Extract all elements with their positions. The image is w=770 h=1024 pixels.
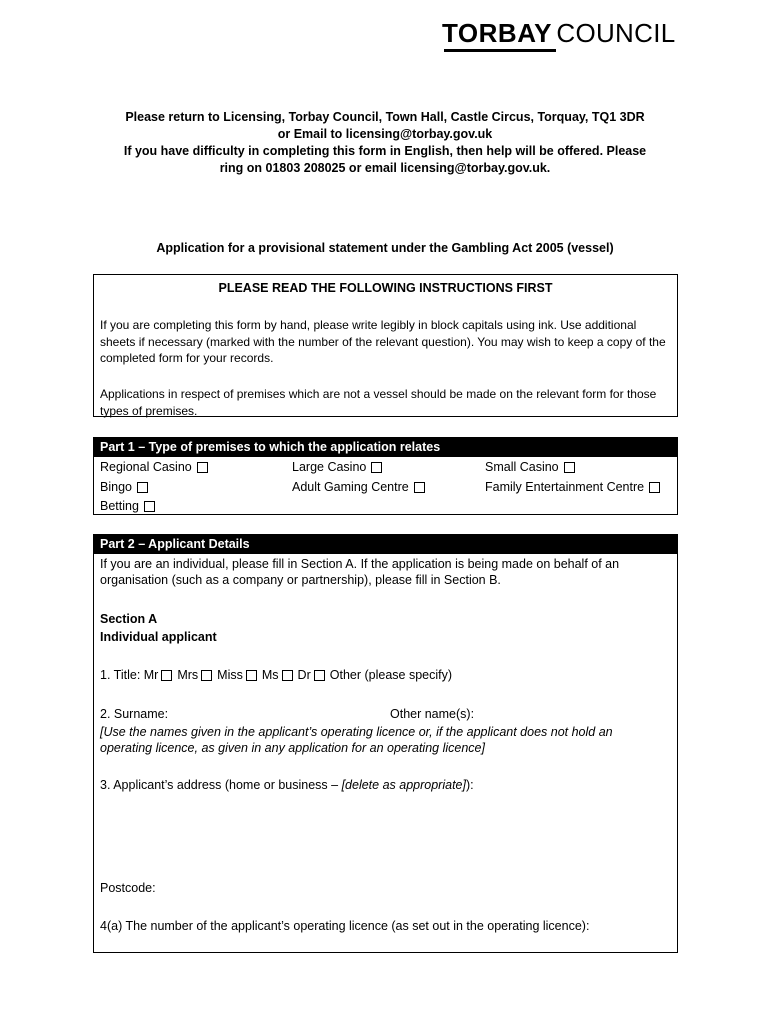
logo-torbay: TORBAY — [442, 18, 552, 48]
return-line-1: Please return to Licensing, Torbay Council, Town Hall, Castle Circus, Torquay, TQ1 3DR — [125, 110, 645, 124]
option-small-casino — [485, 460, 575, 474]
regional-casino-checkbox[interactable] — [197, 462, 208, 473]
instructions-heading: PLEASE READ THE FOLLOWING INSTRUCTIONS FIRST — [218, 281, 553, 295]
option-family-entertainment-centre — [485, 480, 660, 494]
option-bingo — [100, 480, 148, 494]
title-dr-label: Dr — [297, 668, 311, 682]
names-note-line-1: [Use the names given in the applicant’s operating licence or, if the applicant does not hold an — [100, 725, 613, 739]
bingo-checkbox[interactable] — [137, 482, 148, 493]
part1-header: Part 1 – Type of premises to which the application relates — [94, 438, 677, 457]
torbay-council-logo — [440, 14, 680, 56]
part2-intro-line-1: If you are an individual, please fill in Section A. If the application is being made on behalf of an — [100, 557, 620, 571]
part2-applicant-details — [93, 534, 678, 953]
section-a-heading: Section A — [100, 612, 158, 626]
title-mr-checkbox[interactable] — [161, 670, 172, 681]
logo-council: COUNCIL — [556, 18, 676, 48]
address-label-delete-note: [delete as appropriate] — [341, 778, 466, 792]
large-casino-checkbox[interactable] — [371, 462, 382, 473]
title-ms-checkbox[interactable] — [282, 670, 293, 681]
betting-label: Betting — [100, 499, 139, 513]
option-betting — [100, 499, 155, 513]
family-entertainment-centre-checkbox[interactable] — [649, 482, 660, 493]
surname-label: 2. Surname: — [100, 707, 169, 721]
title-other-label: Other (please specify) — [329, 668, 453, 682]
part2-header: Part 2 – Applicant Details — [94, 535, 677, 554]
title-mr-label: 1. Title: Mr — [100, 668, 159, 682]
names-note-line-2: operating licence, as given in any application for an operating licence] — [100, 741, 485, 755]
title-mrs-label: Mrs — [177, 668, 199, 682]
applicant-address-label — [100, 777, 474, 794]
logo-underline — [444, 49, 556, 52]
small-casino-label: Small Casino — [485, 460, 559, 474]
address-label-end: ): — [465, 778, 474, 792]
family-entertainment-centre-label: Family Entertainment Centre — [485, 480, 645, 494]
small-casino-checkbox[interactable] — [564, 462, 575, 473]
title-options — [100, 667, 452, 684]
instructions-paragraph-2: Applications in respect of premises which are not a vessel should be made on the relevant form for those types of premises. — [100, 387, 657, 418]
large-casino-label: Large Casino — [292, 460, 367, 474]
return-line-4: ring on 01803 208025 or email licensing@torbay.gov.uk. — [219, 161, 551, 175]
operating-licence-number-label: 4(a) The number of the applicant’s operating licence (as set out in the operating licence): — [100, 919, 590, 933]
option-large-casino — [292, 460, 382, 474]
option-adult-gaming-centre — [292, 480, 425, 494]
title-miss-checkbox[interactable] — [246, 670, 257, 681]
adult-gaming-centre-label: Adult Gaming Centre — [292, 480, 409, 494]
betting-checkbox[interactable] — [144, 501, 155, 512]
title-miss-label: Miss — [217, 668, 243, 682]
individual-applicant-heading: Individual applicant — [100, 630, 217, 644]
postcode-label: Postcode: — [100, 881, 156, 895]
other-names-label: Other name(s): — [390, 707, 475, 721]
title-mrs-checkbox[interactable] — [201, 670, 212, 681]
return-instructions — [60, 109, 710, 177]
bingo-label: Bingo — [100, 480, 132, 494]
adult-gaming-centre-checkbox[interactable] — [414, 482, 425, 493]
instructions-box — [93, 274, 678, 417]
regional-casino-label: Regional Casino — [100, 460, 192, 474]
application-title: Application for a provisional statement under the Gambling Act 2005 (vessel) — [156, 241, 614, 255]
address-label-start: 3. Applicant’s address (home or business – — [100, 778, 342, 792]
title-dr-checkbox[interactable] — [314, 670, 325, 681]
return-line-3: If you have difficulty in completing this form in English, then help will be offered. Please — [123, 144, 647, 158]
return-line-2: or Email to licensing@torbay.gov.uk — [277, 127, 493, 141]
part2-intro-line-2: organisation (such as a company or partnership), please fill in Section B. — [100, 573, 501, 587]
title-ms-label: Ms — [261, 668, 279, 682]
option-regional-casino — [100, 460, 208, 474]
instructions-paragraph-1: If you are completing this form by hand, please write legibly in block capitals using ink. Use additional sheets if necessary (marked with the number of the relevant question). You may wish to keep a copy of the completed form for your records. — [100, 318, 666, 365]
part1-premises-type — [93, 437, 678, 515]
